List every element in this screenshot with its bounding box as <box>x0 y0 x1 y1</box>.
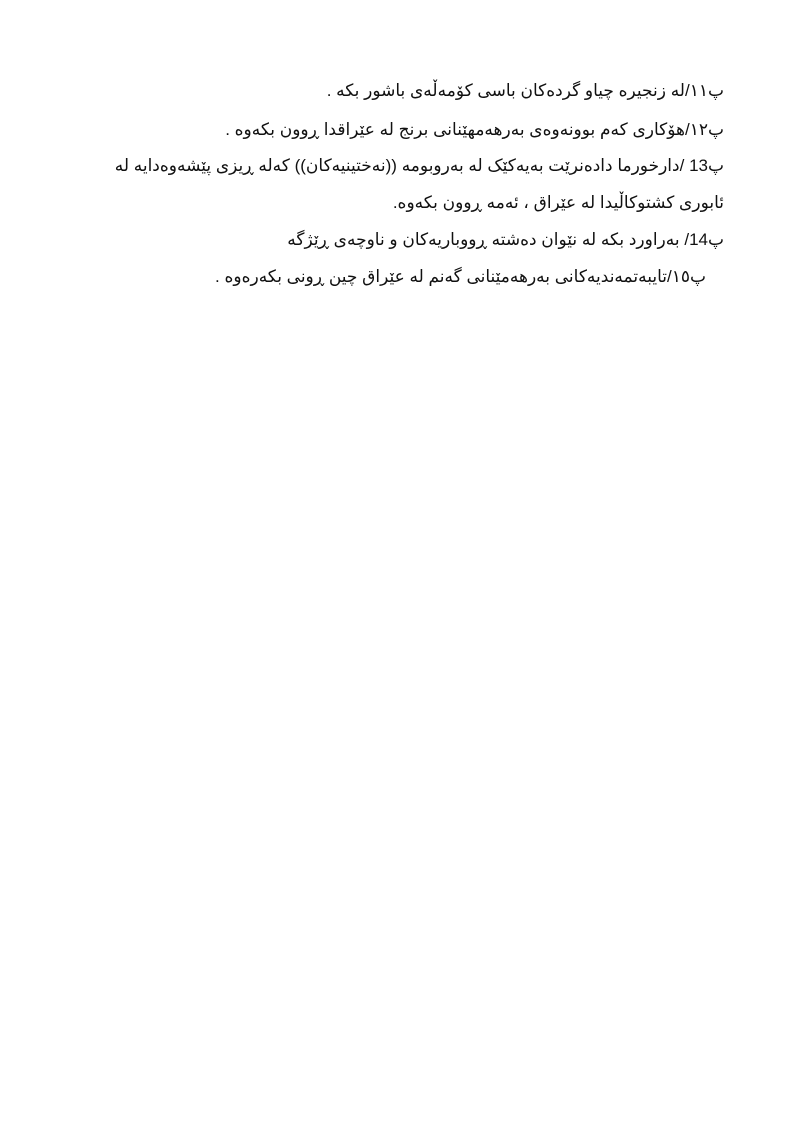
question-13-continuation: ئابوری کشتوکاڵیدا له عێراق ، ئەمه ڕوون بکەوه. <box>392 193 724 212</box>
question-13: پ13 /دارخورما دادەنرێت بەیەکێک له بەروبومه ((نەختینیەکان)) کەله ڕیزی پێشەوەدایه له <box>114 156 724 175</box>
question-12: پ١٢/هۆکاری کەم بوونەوەی بەرهەمهێنانی برنج له عێراقدا ڕوون بکەوه . <box>225 120 724 139</box>
question-14: پ14/ بەراورد بکه له نێوان دەشته ڕووباریەکان و ناوچەی ڕێژگه <box>287 230 724 249</box>
question-15: پ١٥/تایبەتمەندیەکانی بەرهەمێنانی گەنم له عێراق چین ڕونی بکەرەوه . <box>215 267 706 286</box>
question-11: پ١١/له زنجیره چیاو گردەکان باسی کۆمەڵەی باشور بکه . <box>326 81 724 100</box>
